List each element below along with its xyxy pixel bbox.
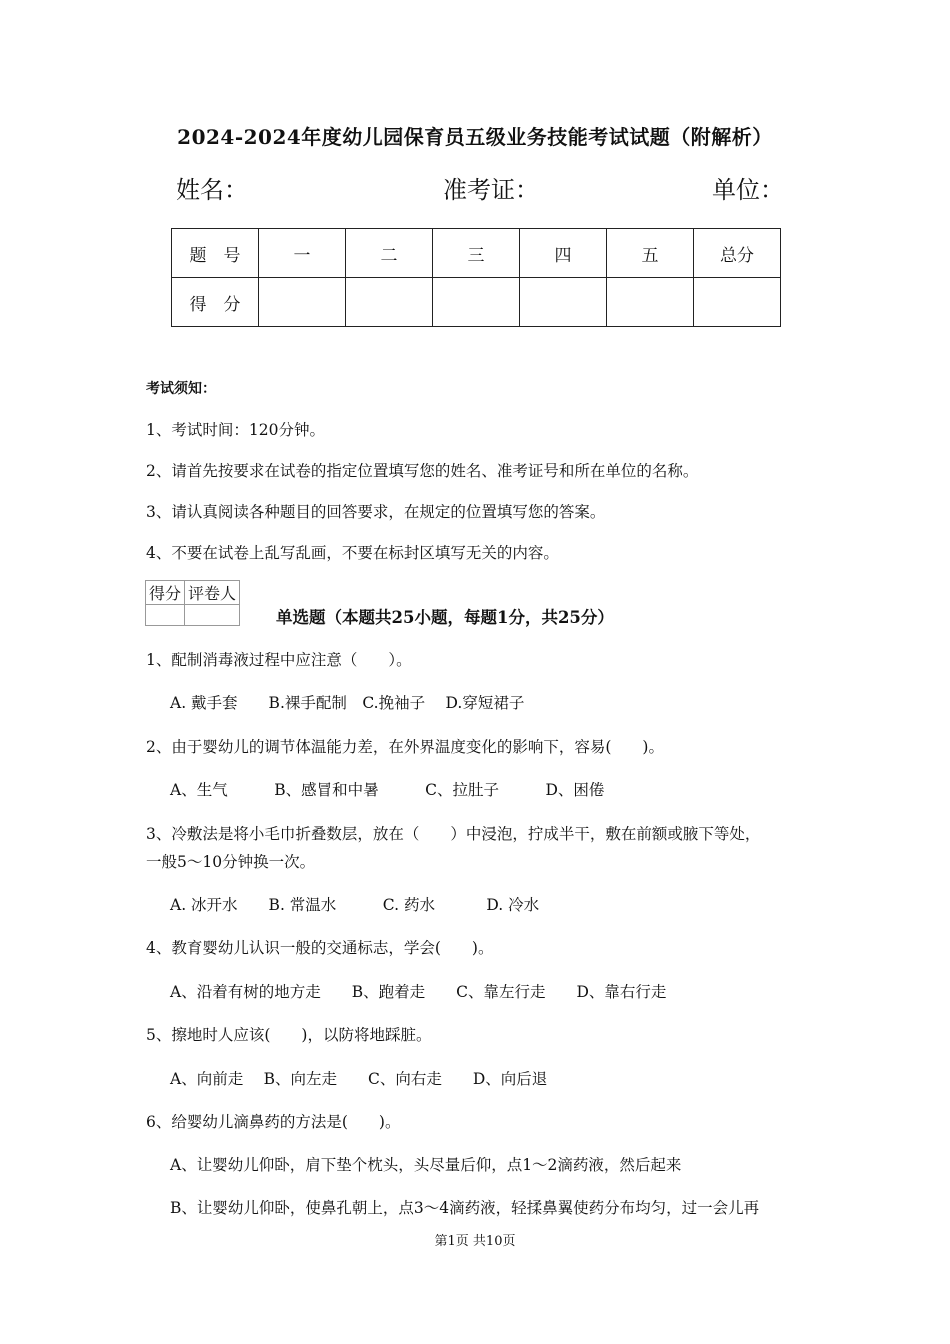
page-title: 2024-2024年度幼儿园保育员五级业务技能考试试题（附解析）: [177, 125, 773, 149]
exam-id-field-label: 准考证：: [443, 176, 539, 204]
question-text: 5、擦地时人应该( )，以防将地踩脏。: [146, 1026, 432, 1044]
notice-item: 1、考试时间：120分钟。: [146, 421, 325, 439]
score-table-header-cell: 三: [433, 229, 520, 278]
score-cell[interactable]: [259, 278, 346, 327]
question-option-b: B、让婴幼儿仰卧，使鼻孔朝上，点3～4滴药液，轻揉鼻翼使药分布均匀，过一会儿再: [170, 1199, 760, 1217]
score-table-score-row: [172, 278, 781, 327]
grader-score-cell[interactable]: [146, 605, 185, 626]
score-table-header-row: [172, 229, 781, 278]
score-table-header-cell: 二: [346, 229, 433, 278]
question-text: 1、配制消毒液过程中应注意（ ）。: [146, 651, 412, 669]
score-cell[interactable]: [433, 278, 520, 327]
unit-field-label: 单位：: [712, 176, 784, 204]
name-field-label: 姓名：: [176, 176, 248, 204]
question-options: A、沿着有树的地方走 B、跑着走 C、靠左行走 D、靠右行走: [170, 983, 667, 1001]
score-row-label: 得 分: [172, 278, 259, 327]
score-cell[interactable]: [694, 278, 781, 327]
score-table-header-cell: 总分: [694, 229, 781, 278]
question-options: A、向前走 B、向左走 C、向右走 D、向后退: [170, 1070, 548, 1088]
notice-item: 3、请认真阅读各种题目的回答要求，在规定的位置填写您的答案。: [146, 503, 606, 521]
question-text: 2、由于婴幼儿的调节体温能力差，在外界温度变化的影响下，容易( )。: [146, 738, 664, 756]
question-text: 3、冷敷法是将小毛巾折叠数层，放在（ ）中浸泡，拧成半干，敷在前额或腋下等处，: [146, 825, 761, 843]
score-table: [171, 228, 781, 327]
grader-name-label: 评卷人: [185, 581, 240, 605]
score-table-header-cell: 题 号: [172, 229, 259, 278]
notice-item: 2、请首先按要求在试卷的指定位置填写您的姓名、准考证号和所在单位的名称。: [146, 462, 699, 480]
score-table-header-cell: 一: [259, 229, 346, 278]
question-text: 4、教育婴幼儿认识一般的交通标志，学会( )。: [146, 939, 494, 957]
notice-item: 4、不要在试卷上乱写乱画，不要在标封区填写无关的内容。: [146, 544, 559, 562]
question-options: A、生气 B、感冒和中暑 C、拉肚子 D、困倦: [170, 781, 605, 799]
grader-name-cell[interactable]: [185, 605, 240, 626]
score-cell[interactable]: [607, 278, 694, 327]
score-table-header-cell: 五: [607, 229, 694, 278]
question-options: A. 冰开水 B. 常温水 C. 药水 D. 冷水: [170, 896, 540, 914]
question-option-a: A、让婴幼儿仰卧，肩下垫个枕头，头尽量后仰，点1～2滴药液，然后起来: [170, 1156, 682, 1174]
score-cell[interactable]: [346, 278, 433, 327]
notice-heading: 考试须知：: [146, 381, 216, 397]
question-options: A. 戴手套 B.裸手配制 C.挽袖子 D.穿短裙子: [170, 694, 525, 712]
score-cell[interactable]: [520, 278, 607, 327]
question-text: 6、给婴幼儿滴鼻药的方法是( )。: [146, 1113, 401, 1131]
page-footer: 第1页 共10页: [434, 1234, 516, 1249]
grader-score-label: 得分: [146, 581, 185, 605]
question-text-continued: 一般5～10分钟换一次。: [146, 853, 316, 871]
grader-box: [145, 580, 240, 626]
score-table-header-cell: 四: [520, 229, 607, 278]
section-title: 单选题（本题共25小题，每题1分，共25分）: [276, 608, 614, 627]
